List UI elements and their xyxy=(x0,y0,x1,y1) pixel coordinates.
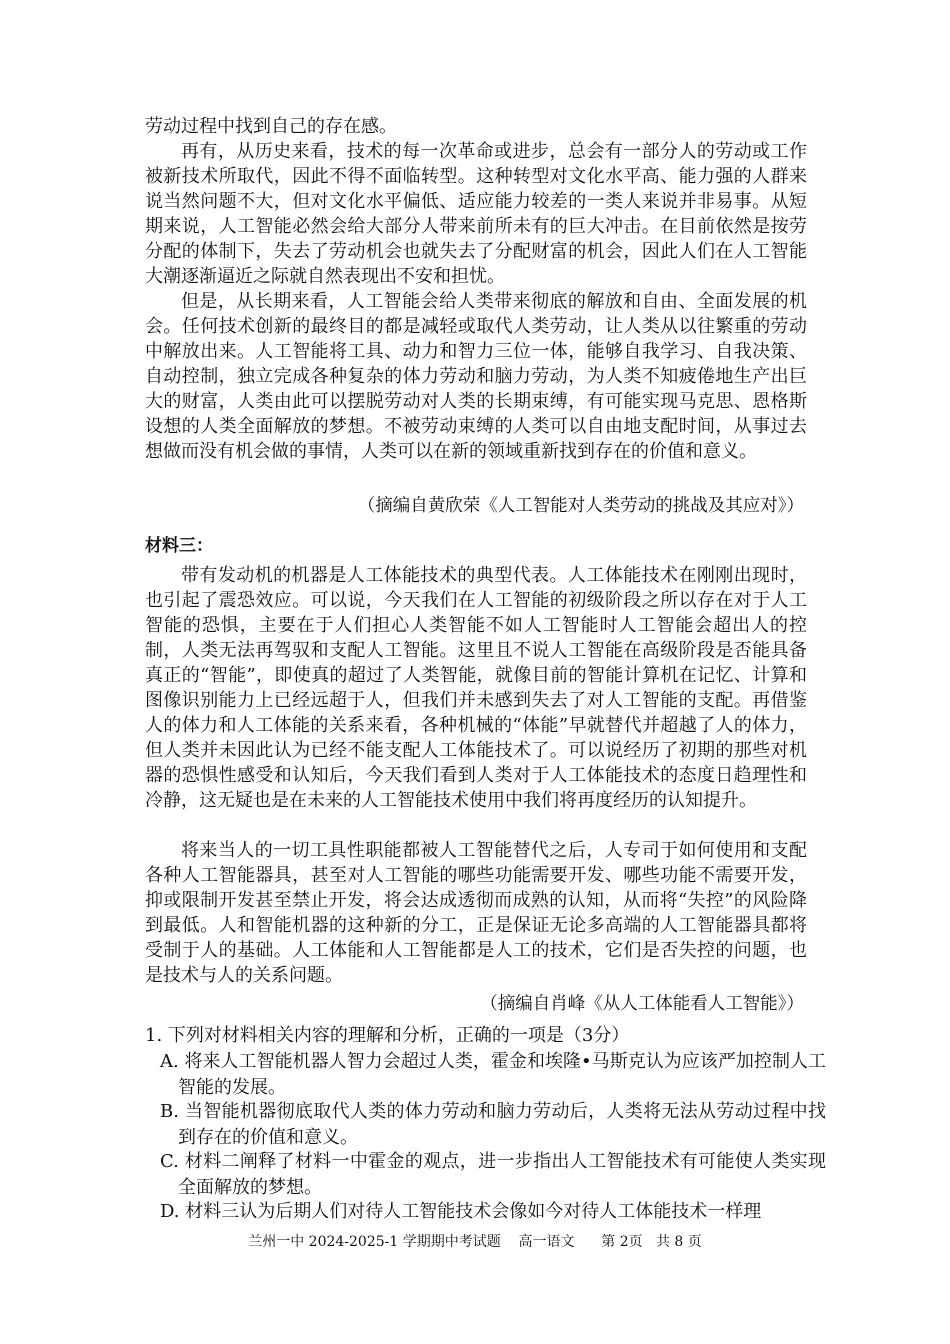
material3-source: （摘编自肖峰《从人工体能看人工智能》） xyxy=(480,994,804,1014)
material2-paragraph-history: 再有，从历史来看，技术的每一次革命或进步，总会有一部分人的劳动或工作被新技术所取代，因此不得不面临转型。这种转型对文化水平高、能力强的人群来说当然问题不大，但对文化水平偏低、适应能力较差的一类人来说并非易事。从短期来说，人工智能必然会给大部分人带来前所未有的巨大冲击。在目前依然是按劳分配的体制下，失去了劳动机会也就失去了分配财富的机会，因此人们在人工智能大潮逐渐逼近之际就自然表现出不安和担忧。 xyxy=(145,141,807,287)
question-1-option-d: D. 材料三认为后期人们对待人工智能技术会像如今对待人工体能技术一样理 xyxy=(160,1201,762,1222)
question-1-option-c: C. 材料二阐释了材料一中霍金的观点，进一步指出人工智能技术有可能使人类实现全面解放的梦想。 xyxy=(160,1151,826,1198)
material3-heading: 材料三： xyxy=(145,536,213,556)
question-1-option-b: B. 当智能机器彻底取代人类的体力劳动和脑力劳动后，人类将无法从劳动过程中找到存在的价值和意义。 xyxy=(160,1101,826,1148)
material2-source: （摘编自黄欣荣《人工智能对人类劳动的挑战及其应对》） xyxy=(357,496,804,516)
question-1-stem: 1. 下列对材料相关内容的理解和分析，正确的一项是（3分） xyxy=(145,1025,630,1046)
material3-paragraph-2: 将来当人的一切工具性职能都被人工智能替代之后，人专司于如何使用和支配各种人工智能器具，甚至对人工智能的哪些功能需要开发、哪些功能不需要开发，抑或限制开发甚至禁止开发，将会达成透彻而成熟的认知，从而将“失控”的风险降到最低。人和智能机器的这种新的分工，正是保证无论多高端的人工智能器具都将受制于人的基础。人工体能和人工智能都是人工的技术，它们是否失控的问题，也是技术与人的关系问题。 xyxy=(145,840,807,986)
question-1-option-a: A. 将来人工智能机器人智力会超过人类，霍金和埃隆•马斯克认为应该严加控制人工智能的发展。 xyxy=(160,1051,826,1098)
page-footer: 兰州一中 2024-2025-1 学期期中考试题 高一语文 第 2页 共 8 页 xyxy=(248,1234,702,1250)
material2-paragraph-long-term: 但是，从长期来看，人工智能会给人类带来彻底的解放和自由、全面发展的机会。任何技术创新的最终目的都是减轻或取代人类劳动，让人类从以往繁重的劳动中解放出来。人工智能将工具、动力和智力三位一体，能够自我学习、自我决策、自动控制，独立完成各种复杂的体力劳动和脑力劳动，为人类不知疲倦地生产出巨大的财富，人类由此可以摆脱劳动对人类的长期束缚，有可能实现马克思、恩格斯设想的人类全面解放的梦想。不被劳动束缚的人类可以自由地支配时间，从事过去想做而没有机会做的事情，人类可以在新的领域重新找到存在的价值和意义。 xyxy=(145,291,807,462)
material2-paragraph-continued: 劳动过程中找到自己的存在感。 xyxy=(145,116,397,137)
material3-paragraph-1: 带有发动机的机器是人工体能技术的典型代表。人工体能技术在刚刚出现时，也引起了震恐效应。可以说，今天我们在人工智能的初级阶段之所以存在对于人工智能的恐惧，主要在于人们担心人类智能不如人工智能时人工智能会超出人的控制，人类无法再驾驭和支配人工智能。这里且不说人工智能在高级阶段是否能具备真正的“智能”，即使真的超过了人类智能，就像目前的智能计算机在记忆、计算和图像识别能力上已经远超于人，但我们并未感到失去了对人工智能的支配。再借鉴人的体力和人工体能的关系来看，各种机械的“体能”早就替代并超越了人的体力，但人类并未因此认为已经不能支配人工体能技术了。可以说经历了初期的那些对机器的恐惧性感受和认知后，今天我们看到人类对于人工体能技术的态度日趋理性和冷静，这无疑也是在未来的人工智能技术使用中我们将再度经历的认知提升。 xyxy=(145,565,807,811)
